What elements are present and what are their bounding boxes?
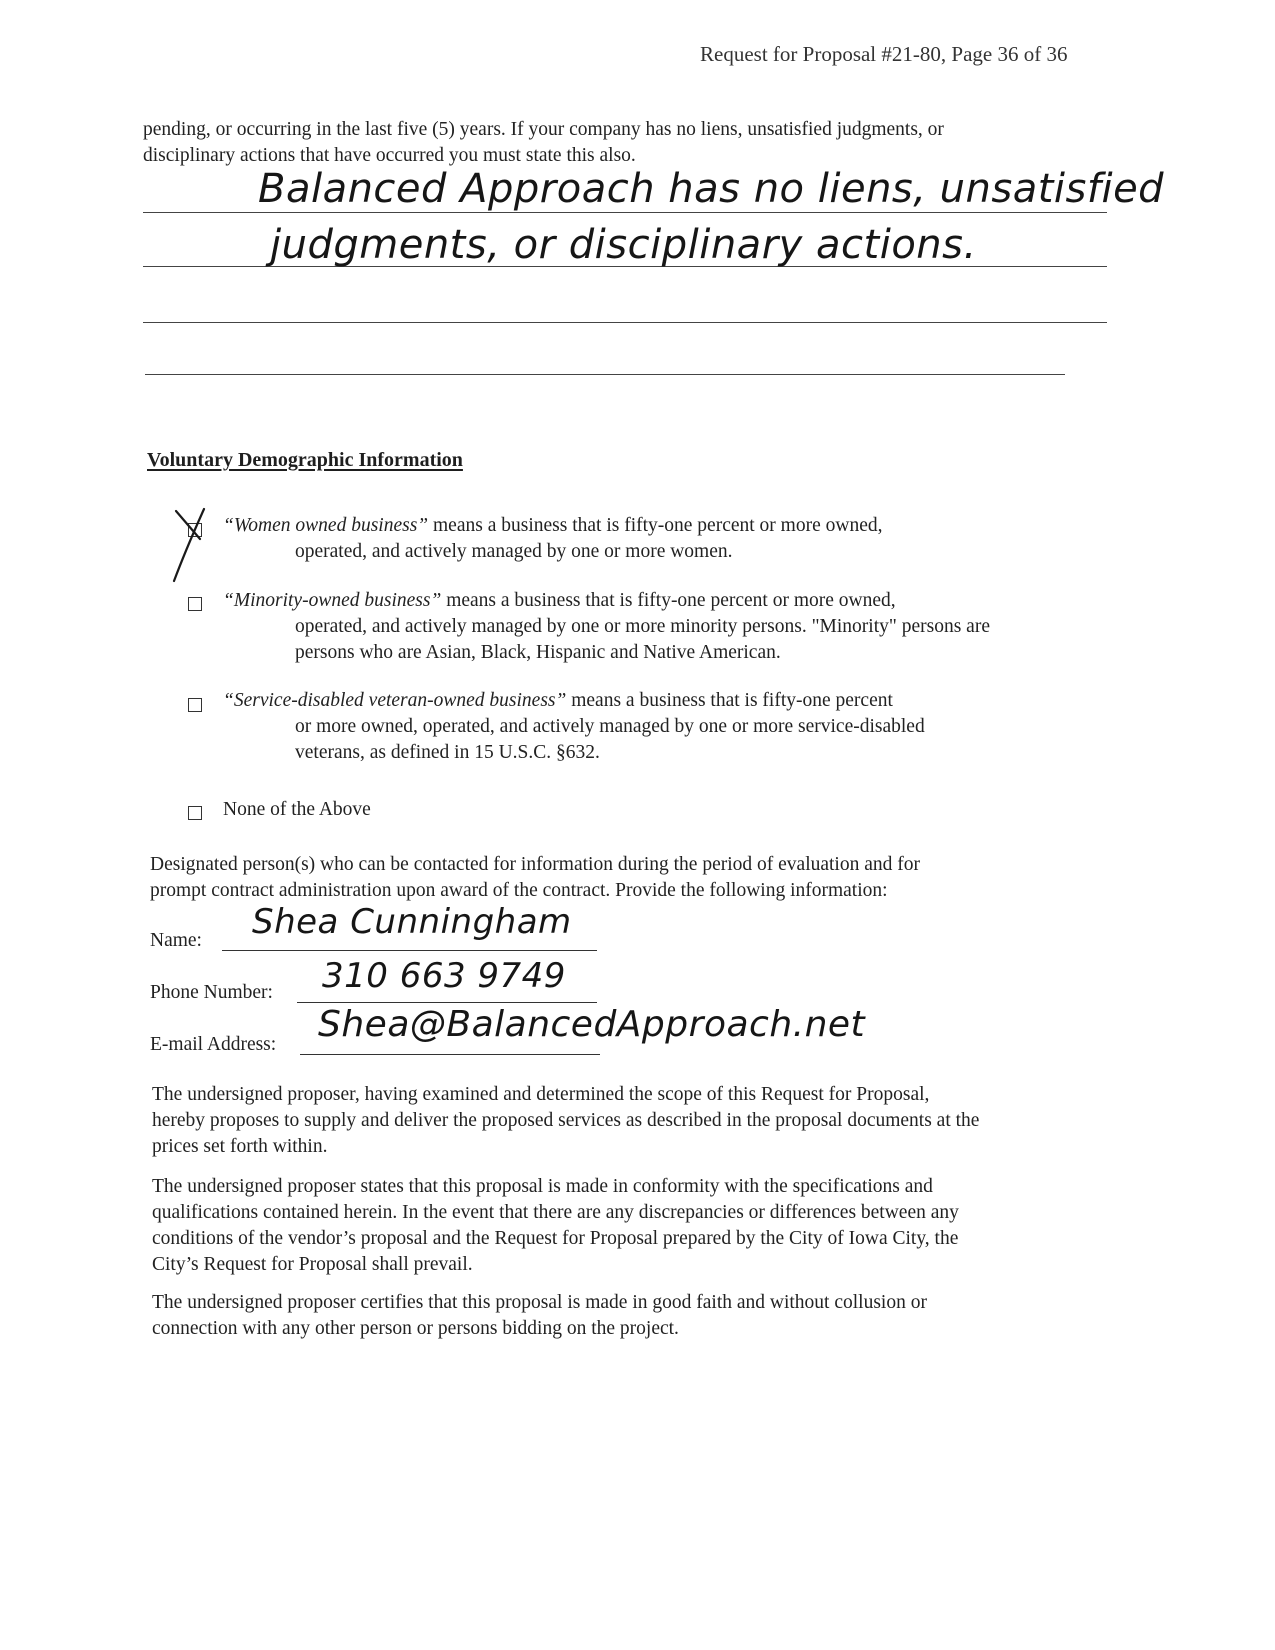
phone-field-line	[297, 1002, 597, 1003]
handwritten-response-line-1: Balanced Approach has no liens, unsatisfied	[258, 166, 1165, 212]
contact-intro-line-2: prompt contract administration upon award of the contract. Provide the following information:	[150, 880, 888, 901]
closing-p1-line-2: hereby proposes to supply and deliver the proposed services as described in the proposal documents at the	[152, 1110, 980, 1131]
name-label: Name:	[150, 930, 202, 951]
women-owned-term: “Women owned business”	[223, 515, 429, 536]
none-of-the-above-checkbox[interactable]	[188, 806, 202, 820]
contact-intro	[150, 852, 1150, 904]
closing-paragraph-1	[152, 1082, 1162, 1160]
phone-field[interactable]: 310 663 9749	[322, 956, 566, 996]
name-field[interactable]: Shea Cunningham	[252, 902, 572, 942]
minority-owned-text-1: means a business that is fifty-one percent or more owned,	[441, 590, 896, 611]
women-owned-option	[223, 513, 1143, 565]
page-header: Request for Proposal #21-80, Page 36 of 36	[700, 42, 1068, 66]
minority-owned-text-2: operated, and actively managed by one or more minority persons. "Minority" persons are	[295, 616, 990, 637]
minority-owned-option	[223, 588, 1143, 666]
response-line-1	[143, 212, 1107, 213]
veteran-owned-text-3: veterans, as defined in 15 U.S.C. §632.	[295, 742, 600, 763]
handwritten-check-mark-icon	[166, 505, 220, 585]
minority-owned-term: “Minority-owned business”	[223, 590, 442, 611]
closing-p2-line-4: City’s Request for Proposal shall prevail.	[152, 1254, 473, 1275]
phone-label: Phone Number:	[150, 982, 273, 1003]
closing-paragraph-3	[152, 1290, 1162, 1342]
veteran-owned-text-1: means a business that is fifty-one percent	[566, 690, 893, 711]
email-label: E-mail Address:	[150, 1034, 277, 1055]
veteran-owned-text-2: or more owned, operated, and actively managed by one or more service-disabled	[295, 716, 925, 737]
veteran-owned-term: “Service-disabled veteran-owned business”	[223, 690, 567, 711]
email-field-line	[300, 1054, 600, 1055]
closing-p3-line-1: The undersigned proposer certifies that this proposal is made in good faith and without collusion or	[152, 1292, 927, 1313]
closing-p2-line-3: conditions of the vendor’s proposal and the Request for Proposal prepared by the City of Iowa City, the	[152, 1228, 959, 1249]
veteran-owned-checkbox[interactable]	[188, 698, 202, 712]
none-of-the-above-label: None of the Above	[223, 799, 371, 820]
contact-intro-line-1: Designated person(s) who can be contacted for information during the period of evaluation and for	[150, 854, 920, 875]
response-line-3	[143, 322, 1107, 323]
closing-p2-line-2: qualifications contained herein. In the event that there are any discrepancies or differences between any	[152, 1202, 959, 1223]
closing-p1-line-1: The undersigned proposer, having examined and determined the scope of this Request for Proposal,	[152, 1084, 930, 1105]
minority-owned-checkbox[interactable]	[188, 597, 202, 611]
women-owned-text-2: operated, and actively managed by one or more women.	[295, 541, 733, 562]
demographics-title: Voluntary Demographic Information	[147, 449, 463, 471]
women-owned-text-1: means a business that is fifty-one percent or more owned,	[428, 515, 883, 536]
closing-p2-line-1: The undersigned proposer states that this proposal is made in conformity with the specifications and	[152, 1176, 933, 1197]
intro-line-1: pending, or occurring in the last five (5) years. If your company has no liens, unsatisfied judgments, or	[143, 119, 944, 140]
intro-paragraph	[143, 117, 1143, 169]
email-field[interactable]: Shea@BalancedApproach.net	[318, 1004, 866, 1045]
name-field-line	[222, 950, 597, 951]
closing-p3-line-2: connection with any other person or persons bidding on the project.	[152, 1318, 679, 1339]
minority-owned-text-3: persons who are Asian, Black, Hispanic and Native American.	[295, 642, 781, 663]
response-line-4	[145, 374, 1065, 375]
veteran-owned-option	[223, 688, 1143, 766]
handwritten-response-line-2: judgments, or disciplinary actions.	[270, 222, 977, 268]
closing-paragraph-2	[152, 1174, 1162, 1278]
closing-p1-line-3: prices set forth within.	[152, 1136, 328, 1157]
intro-line-2: disciplinary actions that have occurred you must state this also.	[143, 145, 636, 166]
